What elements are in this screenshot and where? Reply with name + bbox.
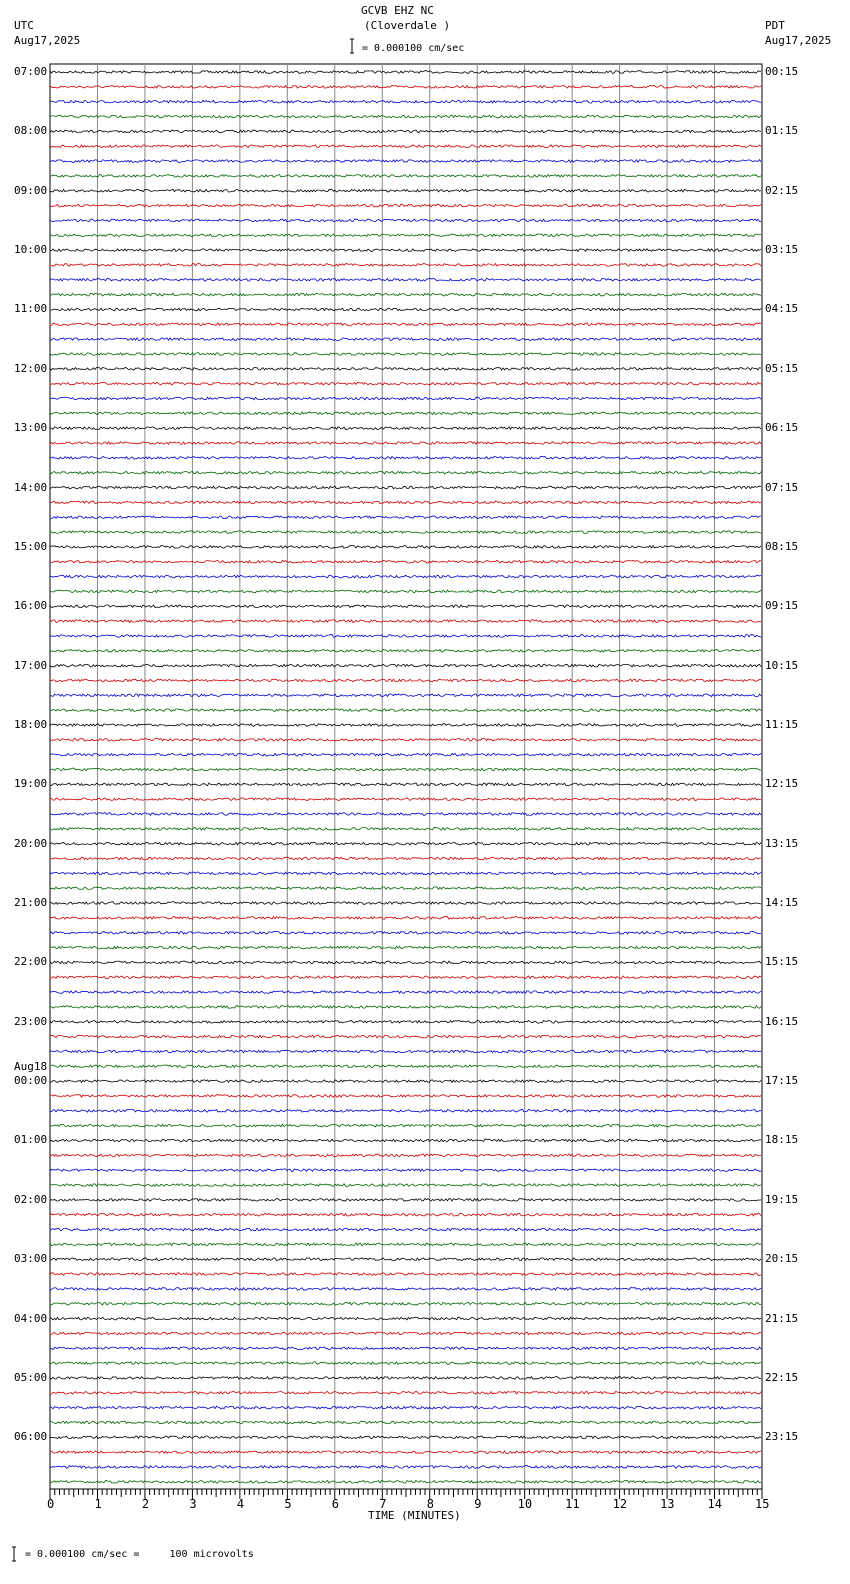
x-tick-label: 6 xyxy=(331,1497,340,1511)
pdt-hour-label: 11:15 xyxy=(765,717,799,731)
pdt-hour-label: 17:15 xyxy=(765,1074,799,1088)
x-tick-label: 14 xyxy=(707,1497,722,1511)
seismic-trace xyxy=(50,724,761,727)
utc-hour-label: 11:00 xyxy=(14,302,48,316)
utc-hour-label: 01:00 xyxy=(14,1133,48,1147)
x-tick-label: 0 xyxy=(47,1497,55,1511)
utc-hour-label: 04:00 xyxy=(14,1311,48,1325)
x-tick-label: 4 xyxy=(236,1497,245,1511)
seismic-trace xyxy=(50,264,761,267)
seismic-trace xyxy=(50,1095,761,1098)
seismic-trace xyxy=(50,1139,761,1142)
seismic-trace xyxy=(50,828,761,831)
utc-hour-label: 00:00 xyxy=(14,1074,48,1088)
seismic-trace xyxy=(50,620,761,623)
seismic-trace xyxy=(50,976,761,979)
utc-hour-label: 06:00 xyxy=(14,1430,48,1444)
pdt-hour-label: 12:15 xyxy=(765,777,799,791)
utc-hour-label: 12:00 xyxy=(14,361,48,375)
seismic-trace xyxy=(50,1228,761,1231)
seismic-trace xyxy=(50,293,761,296)
seismic-trace xyxy=(50,1347,761,1350)
seismic-trace xyxy=(50,204,761,207)
seismic-trace xyxy=(50,872,761,875)
seismic-trace xyxy=(50,531,761,534)
scale-bar-icon xyxy=(12,1547,16,1561)
seismic-trace xyxy=(50,1258,761,1261)
pdt-hour-label: 21:15 xyxy=(765,1311,799,1325)
seismic-trace xyxy=(50,145,761,148)
pdt-hour-label: 23:15 xyxy=(765,1430,799,1444)
x-tick-label: 12 xyxy=(612,1497,628,1511)
pdt-hour-label: 16:15 xyxy=(765,1014,799,1028)
seismic-trace xyxy=(50,709,761,712)
seismic-trace xyxy=(50,1065,761,1068)
utc-hour-label: 23:00 xyxy=(14,1014,48,1028)
pdt-hour-label: 01:15 xyxy=(765,124,799,138)
date-change-label: Aug18 xyxy=(14,1060,48,1074)
seismic-trace xyxy=(50,1050,761,1053)
scale-label: = 0.000100 cm/sec xyxy=(362,43,465,54)
seismic-trace xyxy=(50,694,761,697)
seismic-trace xyxy=(50,1451,761,1454)
seismic-trace xyxy=(50,1213,761,1216)
utc-hour-label: 14:00 xyxy=(14,480,48,494)
seismic-trace xyxy=(50,338,761,341)
x-tick-label: 15 xyxy=(755,1497,770,1511)
seismic-trace xyxy=(50,560,761,563)
seismic-trace xyxy=(50,323,761,326)
seismic-trace xyxy=(50,739,761,742)
utc-hour-label: 21:00 xyxy=(14,896,48,910)
seismic-trace xyxy=(50,130,761,133)
left-date: Aug17,2025 xyxy=(14,34,81,47)
pdt-hour-label: 20:15 xyxy=(765,1252,799,1266)
seismic-trace xyxy=(50,189,761,192)
utc-hour-label: 22:00 xyxy=(14,955,48,969)
seismic-trace xyxy=(50,1080,761,1083)
seismic-trace xyxy=(50,486,761,489)
seismic-trace xyxy=(50,71,761,74)
pdt-hour-label: 00:15 xyxy=(765,65,799,78)
seismic-trace xyxy=(50,115,761,118)
seismic-trace xyxy=(50,1317,761,1320)
x-tick-label: 13 xyxy=(660,1497,675,1511)
pdt-hour-label: 08:15 xyxy=(765,539,799,553)
seismic-trace xyxy=(50,931,761,934)
seismic-trace xyxy=(50,501,761,504)
seismic-trace xyxy=(50,946,761,949)
scale-bar-icon xyxy=(350,39,354,53)
seismic-trace xyxy=(50,1273,761,1276)
pdt-hour-label: 04:15 xyxy=(765,302,799,316)
x-tick-label: 8 xyxy=(426,1497,434,1511)
seismic-trace xyxy=(50,575,761,578)
station-title: GCVB EHZ NC xyxy=(361,4,434,17)
x-tick-label: 1 xyxy=(94,1497,102,1511)
seismic-trace xyxy=(50,100,761,103)
pdt-hour-label: 22:15 xyxy=(765,1370,799,1384)
seismic-trace xyxy=(50,1392,761,1395)
utc-hour-label: 09:00 xyxy=(14,183,48,197)
pdt-hour-label: 13:15 xyxy=(765,836,799,850)
seismic-trace xyxy=(50,353,761,356)
seismic-trace xyxy=(50,1035,761,1038)
x-tick-label: 5 xyxy=(284,1497,292,1511)
seismic-trace xyxy=(50,397,761,400)
utc-hour-label: 16:00 xyxy=(14,599,48,613)
seismic-trace xyxy=(50,991,761,994)
seismic-trace xyxy=(50,427,761,430)
pdt-hour-label: 03:15 xyxy=(765,243,799,257)
x-tick-label: 2 xyxy=(141,1497,150,1511)
pdt-hour-label: 02:15 xyxy=(765,183,799,197)
seismic-trace xyxy=(50,1243,761,1246)
utc-hour-label: 03:00 xyxy=(14,1252,48,1266)
seismic-trace xyxy=(50,902,761,905)
seismic-trace xyxy=(50,175,761,178)
seismic-trace xyxy=(50,1199,761,1202)
seismic-trace xyxy=(50,635,761,638)
pdt-hour-label: 19:15 xyxy=(765,1192,799,1206)
seismic-trace xyxy=(50,249,761,252)
seismic-trace xyxy=(50,368,761,371)
x-axis-label: TIME (MINUTES) xyxy=(368,1509,461,1522)
seismic-trace xyxy=(50,857,761,860)
seismic-trace xyxy=(50,1406,761,1409)
pdt-hour-label: 18:15 xyxy=(765,1133,799,1147)
seismic-trace xyxy=(50,160,761,163)
seismic-trace xyxy=(50,842,761,845)
utc-hour-label: 05:00 xyxy=(14,1370,48,1384)
seismic-trace xyxy=(50,1466,761,1469)
plot-frame xyxy=(50,64,762,1489)
seismic-trace xyxy=(50,1124,761,1127)
seismic-trace xyxy=(50,1481,761,1484)
seismic-trace xyxy=(50,279,761,282)
x-tick-label: 3 xyxy=(189,1497,197,1511)
right-date: Aug17,2025 xyxy=(765,34,832,47)
right-timezone: PDT xyxy=(765,19,785,32)
station-location: (Cloverdale ) xyxy=(364,19,451,32)
left-timezone: UTC xyxy=(14,19,34,32)
pdt-hour-label: 05:15 xyxy=(765,361,799,375)
x-tick-label: 10 xyxy=(517,1497,533,1511)
seismic-trace xyxy=(50,471,761,474)
seismic-trace xyxy=(50,813,761,816)
footer-scale: = 0.000100 cm/sec = 100 microvolts xyxy=(25,1549,254,1560)
seismic-trace xyxy=(50,412,761,415)
utc-hour-label: 18:00 xyxy=(14,717,48,731)
seismic-trace xyxy=(50,664,761,667)
utc-hour-label: 20:00 xyxy=(14,836,48,850)
seismic-trace xyxy=(50,442,761,445)
seismic-trace xyxy=(50,679,761,682)
seismic-trace xyxy=(50,783,761,786)
seismic-trace xyxy=(50,1302,761,1305)
seismic-trace xyxy=(50,1377,761,1380)
seismic-trace xyxy=(50,1184,761,1187)
seismic-trace xyxy=(50,1332,761,1335)
seismic-trace xyxy=(50,546,761,549)
seismic-trace xyxy=(50,753,761,756)
seismic-trace xyxy=(50,798,761,801)
seismic-trace xyxy=(50,1006,761,1009)
utc-hour-label: 08:00 xyxy=(14,124,48,138)
utc-hour-label: 10:00 xyxy=(14,243,48,257)
seismic-trace xyxy=(50,516,761,519)
seismic-trace xyxy=(50,917,761,920)
utc-hour-label: 02:00 xyxy=(14,1192,48,1206)
x-tick-label: 11 xyxy=(565,1497,580,1511)
seismic-trace xyxy=(50,86,761,89)
seismic-trace xyxy=(50,1362,761,1365)
seismic-trace xyxy=(50,234,761,237)
seismic-trace xyxy=(50,1421,761,1424)
seismic-trace xyxy=(50,1288,761,1291)
seismic-trace xyxy=(50,308,761,311)
seismic-trace xyxy=(50,590,761,593)
x-tick-label: 9 xyxy=(474,1497,482,1511)
pdt-hour-label: 15:15 xyxy=(765,955,799,969)
seismic-trace xyxy=(50,219,761,222)
pdt-hour-label: 14:15 xyxy=(765,896,799,910)
pdt-hour-label: 07:15 xyxy=(765,480,799,494)
pdt-hour-label: 09:15 xyxy=(765,599,799,613)
utc-hour-label: 15:00 xyxy=(14,539,48,553)
utc-hour-label: 07:00 xyxy=(14,65,48,78)
seismic-trace xyxy=(50,650,761,653)
seismic-trace xyxy=(50,605,761,608)
seismic-trace xyxy=(50,961,761,964)
seismic-trace xyxy=(50,1436,761,1439)
pdt-hour-label: 06:15 xyxy=(765,421,799,435)
x-tick-label: 7 xyxy=(379,1497,387,1511)
seismic-trace xyxy=(50,1169,761,1172)
utc-hour-label: 17:00 xyxy=(14,658,48,672)
seismic-trace xyxy=(50,1021,761,1024)
seismic-trace xyxy=(50,887,761,890)
seismic-trace xyxy=(50,1154,761,1157)
pdt-hour-label: 10:15 xyxy=(765,658,799,672)
utc-hour-label: 19:00 xyxy=(14,777,48,791)
seismic-trace xyxy=(50,382,761,385)
seismic-trace xyxy=(50,457,761,460)
seismic-trace xyxy=(50,1110,761,1113)
seismic-trace xyxy=(50,768,761,771)
utc-hour-label: 13:00 xyxy=(14,421,48,435)
